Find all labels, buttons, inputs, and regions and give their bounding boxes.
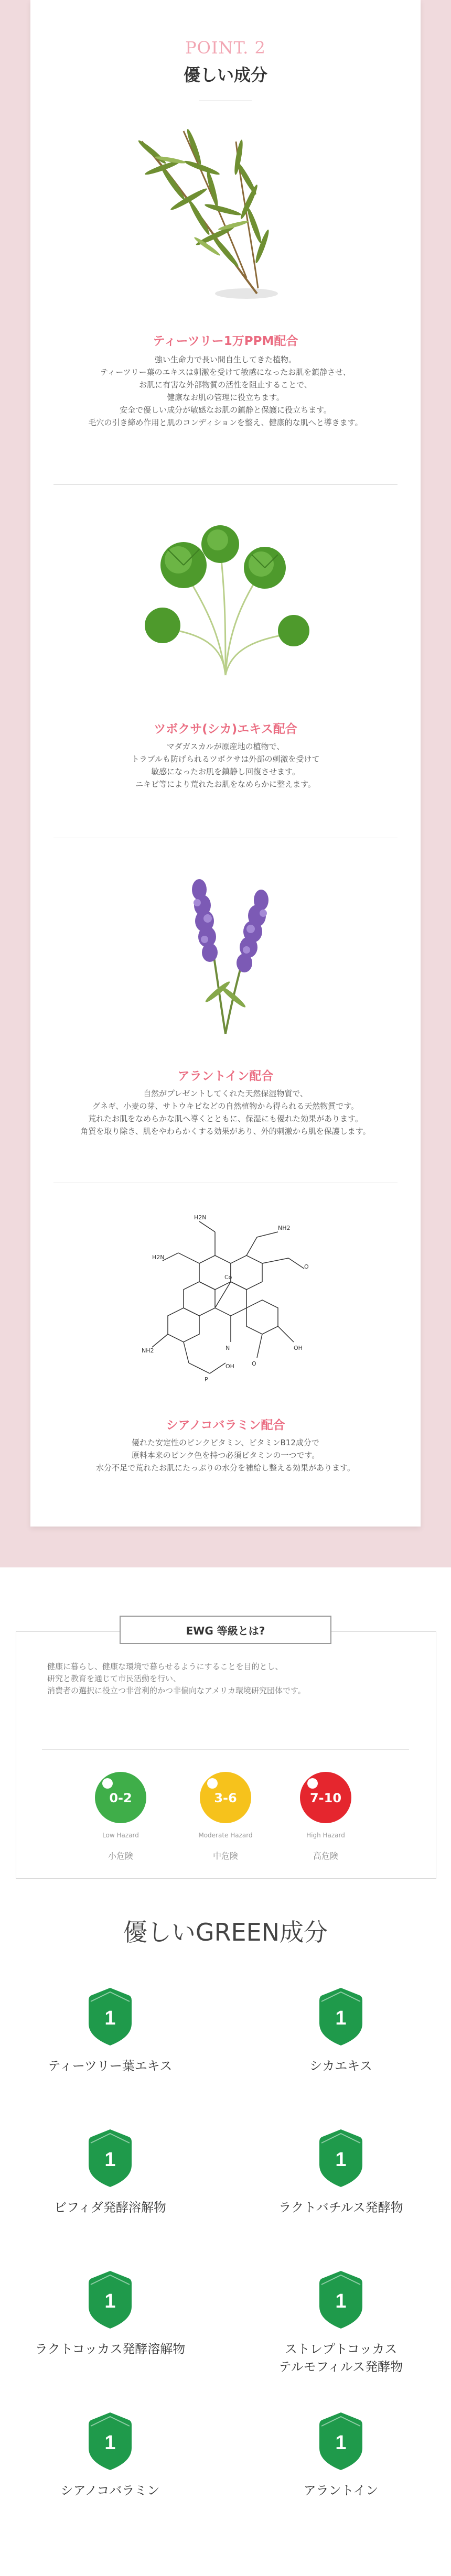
svg-text:Co: Co — [224, 1274, 232, 1281]
grade-label-jp: 中危険 — [212, 1851, 238, 1861]
green-ingredients-title: 優しいGREEN成分 — [123, 1918, 328, 1946]
green-ingredient-name: ラクトバチルス発酵物 — [278, 2200, 403, 2215]
ewg-green-badge — [317, 2128, 364, 2188]
ewg-green-badge — [87, 1987, 134, 2047]
ewg-leaf-icon — [102, 1778, 113, 1789]
grade-label-jp: 高危険 — [313, 1851, 338, 1861]
svg-text:1: 1 — [335, 2432, 347, 2454]
svg-text:1: 1 — [104, 2432, 116, 2454]
ewg-tab-title: EWG 等級とは? — [120, 1616, 331, 1644]
grade-label-en: Low Hazard — [102, 1832, 139, 1839]
section-description: 自然がプレゼントしてくれた天然保湿物質で、 グネギ、小麦の芽、サトウキビなどの自然植物から得られる天然物質です。 荒れたお肌をなめらかな肌へ導くとともに、保湿にも優れた効果があります。 角質を取り除き、肌をやわらかくする効果があり、外的刺激から肌を保護します。 — [80, 1089, 371, 1136]
lavender-icon — [121, 861, 330, 1039]
svg-text:1: 1 — [335, 2149, 347, 2171]
grade-label-en: Moderate Hazard — [198, 1832, 253, 1839]
svg-text:P: P — [205, 1376, 208, 1383]
svg-text:1: 1 — [104, 2149, 116, 2171]
svg-text:NH2: NH2 — [278, 1225, 291, 1231]
ewg-leaf-icon — [307, 1778, 318, 1789]
green-ingredient-name: ラクトコッカス発酵溶解物 — [35, 2342, 186, 2356]
section-title: シアノコバラミン配合 — [166, 1419, 285, 1432]
ewg-green-badge — [317, 2270, 364, 2330]
ewg-leaf-icon — [207, 1778, 218, 1789]
svg-text:OH: OH — [225, 1363, 234, 1370]
ewg-description: 健康に暮らし、健康な環境で暮らせるようにすることを目的とし、 研究と教育を通じて市民活動を行い、 消費者の選択に役立つ非営利的かつ非偏向なアメリカ環境研究団体です。 — [47, 1662, 306, 1695]
tea-tree-branch-icon — [121, 121, 330, 315]
svg-text:H2N: H2N — [152, 1254, 165, 1261]
ewg-green-badge — [317, 2411, 364, 2471]
green-ingredient-name: アラントイン — [303, 2483, 379, 2498]
svg-text:H2N: H2N — [194, 1214, 207, 1221]
green-ingredient-name: シアノコバラミン — [60, 2483, 160, 2498]
green-ingredient-name: シカエキス — [309, 2059, 372, 2073]
point-title: 優しい成分 — [183, 65, 267, 85]
svg-text:1: 1 — [335, 2007, 347, 2029]
svg-text:N: N — [225, 1345, 230, 1351]
section-description: マダガスカルが原産地の植物で、 トラブルも防げられるツボクサは外部の刺激を受けて 敏感になったお肌を鎮静し回復させます。 ニキビ等により荒れたお肌をなめらかに整えます。 — [131, 742, 320, 789]
ewg-green-badge — [87, 2128, 134, 2188]
green-ingredient-name: ストレプトコッカス テルモフィルス発酵物 — [278, 2342, 403, 2374]
svg-text:OH: OH — [294, 1345, 303, 1351]
ewg-grade-moderate-badge: 3-6 — [200, 1772, 251, 1823]
svg-text:O: O — [252, 1360, 256, 1367]
svg-text:O: O — [304, 1263, 309, 1270]
grade-label-jp: 小危険 — [108, 1851, 133, 1861]
ewg-grade-high-badge: 7-10 — [300, 1772, 351, 1823]
section-description: 強い生命力で長い間自生してきた植物。 ティーツリー葉のエキスは刺激を受けて敏感になったお肌を鎮静させ、 お肌に有害な外部物質の活性を阻止することで、 健康なお肌の管理に役立ちます。 安全で優しい成分が敏感なお肌の鎮静と保護に役立ちます。 毛穴の引き締め作用と肌のコンディションを整え、健康的な肌へと導きます。 — [88, 355, 363, 427]
svg-text:NH2: NH2 — [142, 1347, 154, 1354]
point-label: POINT. 2 — [185, 38, 266, 58]
svg-text:1: 1 — [104, 2007, 116, 2029]
ewg-grade-low-badge: 0-2 — [95, 1772, 146, 1823]
svg-text:1: 1 — [104, 2290, 116, 2312]
ewg-divider — [42, 1749, 409, 1750]
section-title: アラントイン配合 — [177, 1069, 274, 1083]
section-description: 優れた安定性のピンクビタミン、ビタミンB12成分で 原料本来のピンク色を持つ必須ビタミンの一つです。 水分不足で荒れたお肌にたっぷりの水分を補給し整える効果があります。 — [96, 1438, 355, 1473]
molecule-structure-icon — [121, 1200, 330, 1394]
green-ingredient-name: ティーツリー葉エキス — [48, 2059, 173, 2073]
ewg-green-badge — [87, 2270, 134, 2330]
ingredients-card — [30, 0, 421, 1527]
centella-leaf-icon — [121, 507, 330, 686]
grade-label-en: High Hazard — [306, 1832, 345, 1839]
svg-text:1: 1 — [335, 2290, 347, 2312]
green-ingredient-name: ビフィダ発酵溶解物 — [53, 2200, 167, 2215]
ewg-green-badge — [317, 1987, 364, 2047]
ewg-green-badge — [87, 2411, 134, 2471]
section-title: ツボクサ(シカ)エキス配合 — [154, 722, 297, 736]
section-title: ティーツリー1万PPM配合 — [153, 334, 298, 348]
section-divider — [53, 484, 398, 485]
